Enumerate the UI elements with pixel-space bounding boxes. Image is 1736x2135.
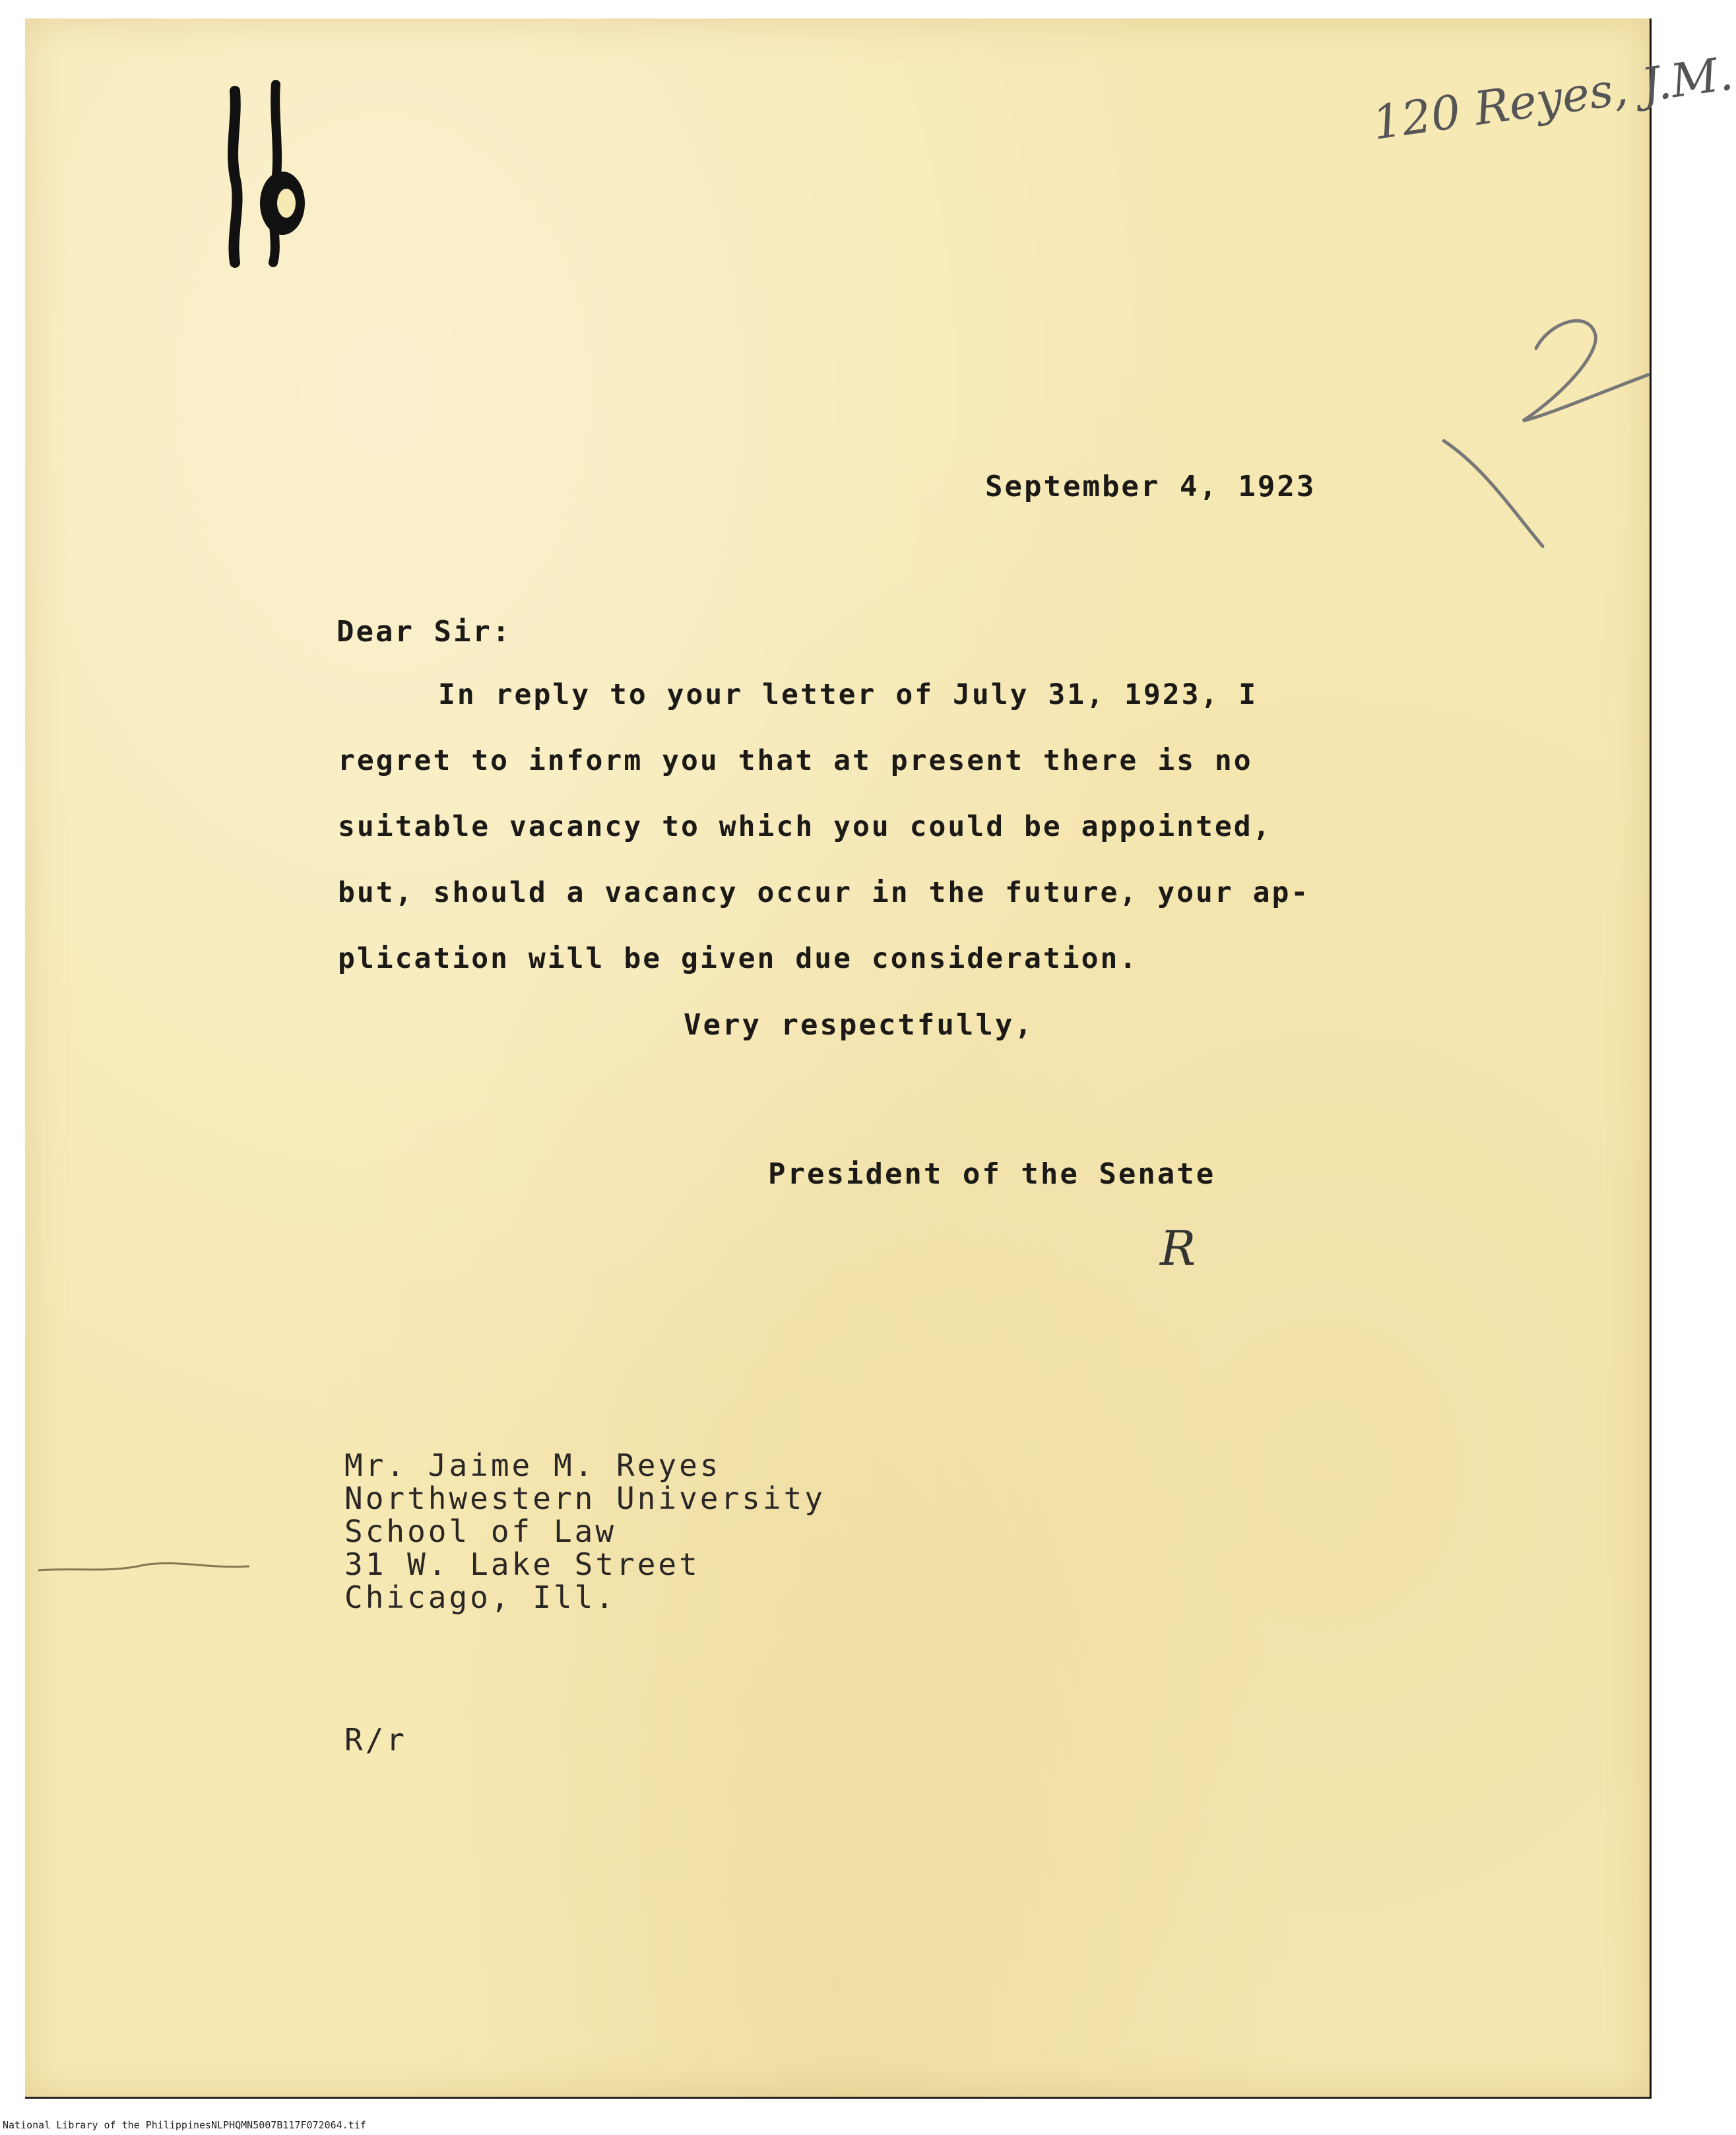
- paper-tear: [38, 1556, 263, 1582]
- salutation: Dear Sir:: [337, 615, 512, 649]
- body-line-1: In reply to your letter of July 31, 1923, I: [438, 678, 1258, 711]
- filing-note: 120 Reyes, J.M.: [1368, 46, 1736, 150]
- letter-date: September 4, 1923: [985, 470, 1316, 503]
- closing: Very respectfully,: [684, 1008, 1034, 1042]
- body-line-4: but, should a vacancy occur in the future, your ap-: [338, 876, 1310, 909]
- recipient-line-1: Mr. Jaime M. Reyes: [344, 1448, 721, 1483]
- recipient-line-3: School of Law: [344, 1514, 617, 1549]
- body-line-5: plication will be given due consideration.: [338, 942, 1139, 975]
- footer-institution: National Library of the Philippines: [3, 2119, 212, 2131]
- recipient-line-2: Northwestern University: [344, 1481, 825, 1516]
- recipient-line-4: 31 W. Lake Street: [344, 1546, 700, 1582]
- body-line-3: suitable vacancy to which you could be appointed,: [338, 810, 1272, 843]
- initial-mark: R: [1160, 1221, 1196, 1276]
- letter-page: [25, 18, 1736, 2099]
- reference-initials: R/r: [344, 1722, 408, 1758]
- recipient-line-5: Chicago, Ill.: [344, 1579, 617, 1615]
- binder-hole-mark: [197, 65, 329, 289]
- signature-title: President of the Senate: [768, 1157, 1216, 1191]
- body-line-2: regret to inform you that at present there is no: [338, 744, 1253, 777]
- pencil-check-mark: [1431, 309, 1681, 573]
- footer-file-id: NLPHQMN5007B117F072064.tif: [211, 2119, 366, 2131]
